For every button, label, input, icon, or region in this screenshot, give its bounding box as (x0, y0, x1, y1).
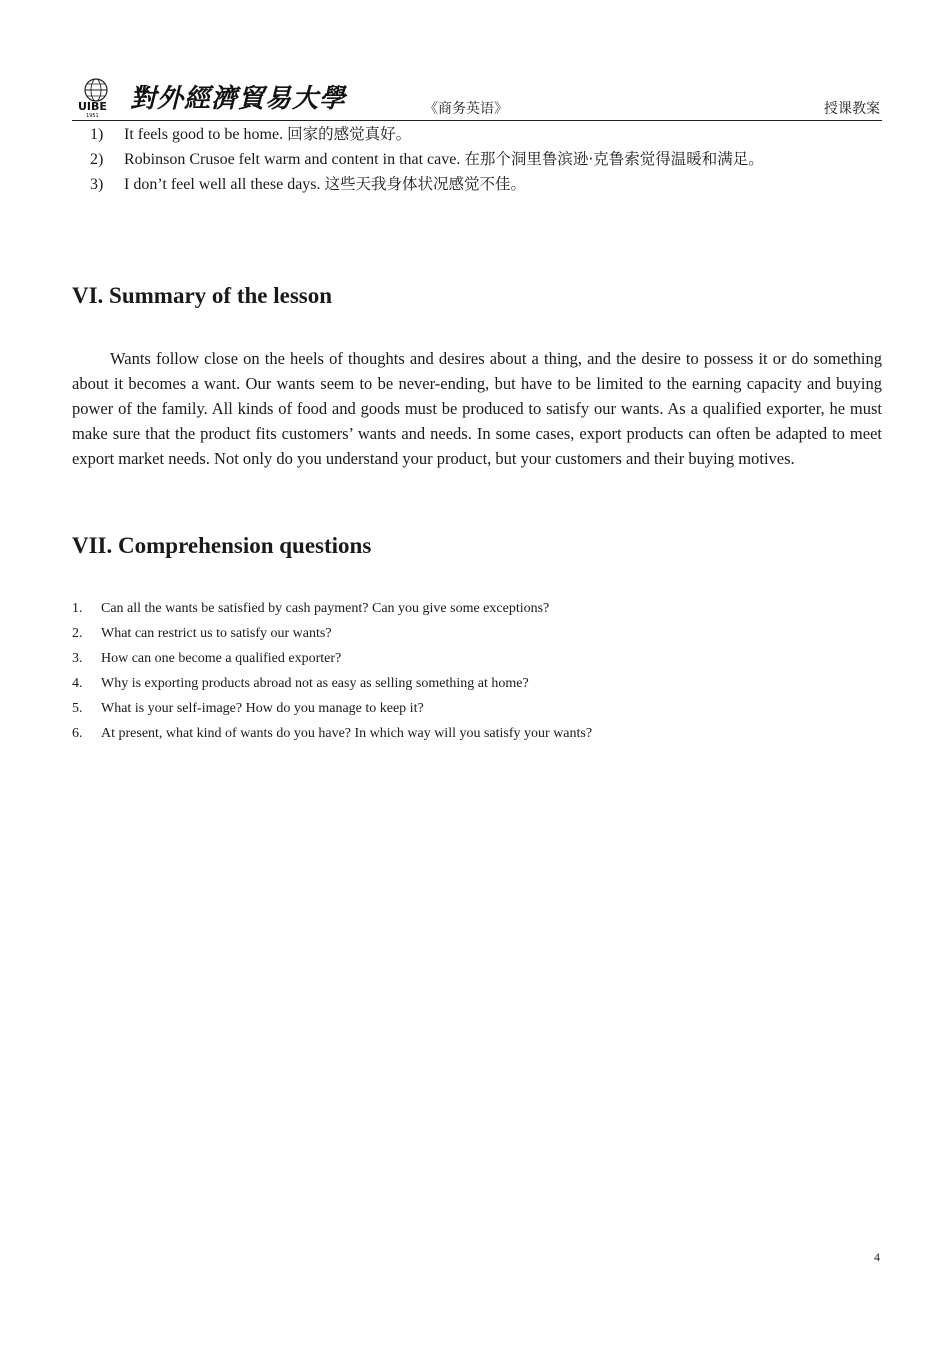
question-item (72, 621, 882, 646)
example-chinese: 这些天我身体状况感觉不佳。 (324, 175, 527, 193)
university-logo-icon (74, 76, 124, 118)
example-number: 1) (90, 126, 104, 143)
question-number: 3. (72, 651, 83, 666)
example-item (72, 122, 882, 147)
question-list (72, 596, 882, 746)
question-text: At present, what kind of wants do you have? In which way will you satisfy your wants? (101, 726, 593, 741)
course-title: 《商务英语》 (424, 101, 508, 117)
example-sentences (72, 122, 882, 197)
example-english: I don’t feel well all these days. (124, 176, 321, 193)
example-english: It feels good to be home. (124, 126, 284, 143)
example-number: 3) (90, 176, 104, 193)
logo-year: 1951 (86, 113, 99, 118)
question-number: 1. (72, 601, 83, 616)
page-header (72, 70, 882, 121)
question-number: 6. (72, 726, 83, 741)
university-name: 對外經濟貿易大學 (130, 84, 347, 114)
example-chinese: 在那个洞里鲁滨逊·克鲁索觉得温暖和满足。 (464, 150, 764, 168)
example-item (72, 172, 882, 197)
comprehension-heading: VII. Comprehension questions (72, 533, 372, 558)
question-item (72, 646, 882, 671)
question-text: Why is exporting products abroad not as easy as selling something at home? (101, 676, 529, 691)
question-text: What is your self-image? How do you manage to keep it? (101, 701, 424, 716)
example-item (72, 147, 882, 172)
example-chinese: 回家的感觉真好。 (287, 125, 412, 143)
summary-paragraph: Wants follow close on the heels of thoughts and desires about a thing, and the desire to possess it or do something about it becomes a want. Our wants seem to be never-ending, but have to be limited to the earning capacity and buying power of the family. All kinds of food and goods must be produced to satisfy our wants. As a qualified exporter, he must make sure that the product fits customers’ wants and needs. In some cases, export products can often be adapted to meet export market needs. Not only do you understand your product, but your customers and their buying motives. (72, 349, 882, 468)
logo-text: UIBE (78, 100, 107, 113)
document-type: 授课教案 (824, 101, 880, 117)
question-number: 4. (72, 676, 83, 691)
question-item (72, 696, 882, 721)
question-text: Can all the wants be satisfied by cash payment? Can you give some exceptions? (101, 601, 550, 616)
question-item (72, 721, 882, 746)
page-number: 4 (874, 1250, 880, 1264)
summary-heading: VI. Summary of the lesson (72, 283, 333, 308)
question-text: How can one become a qualified exporter? (101, 651, 342, 666)
question-item (72, 671, 882, 696)
question-number: 5. (72, 701, 83, 716)
example-english: Robinson Crusoe felt warm and content in that cave. (124, 151, 461, 168)
question-text: What can restrict us to satisfy our wants? (101, 626, 332, 641)
question-item (72, 596, 882, 621)
example-number: 2) (90, 151, 104, 168)
question-number: 2. (72, 626, 83, 641)
